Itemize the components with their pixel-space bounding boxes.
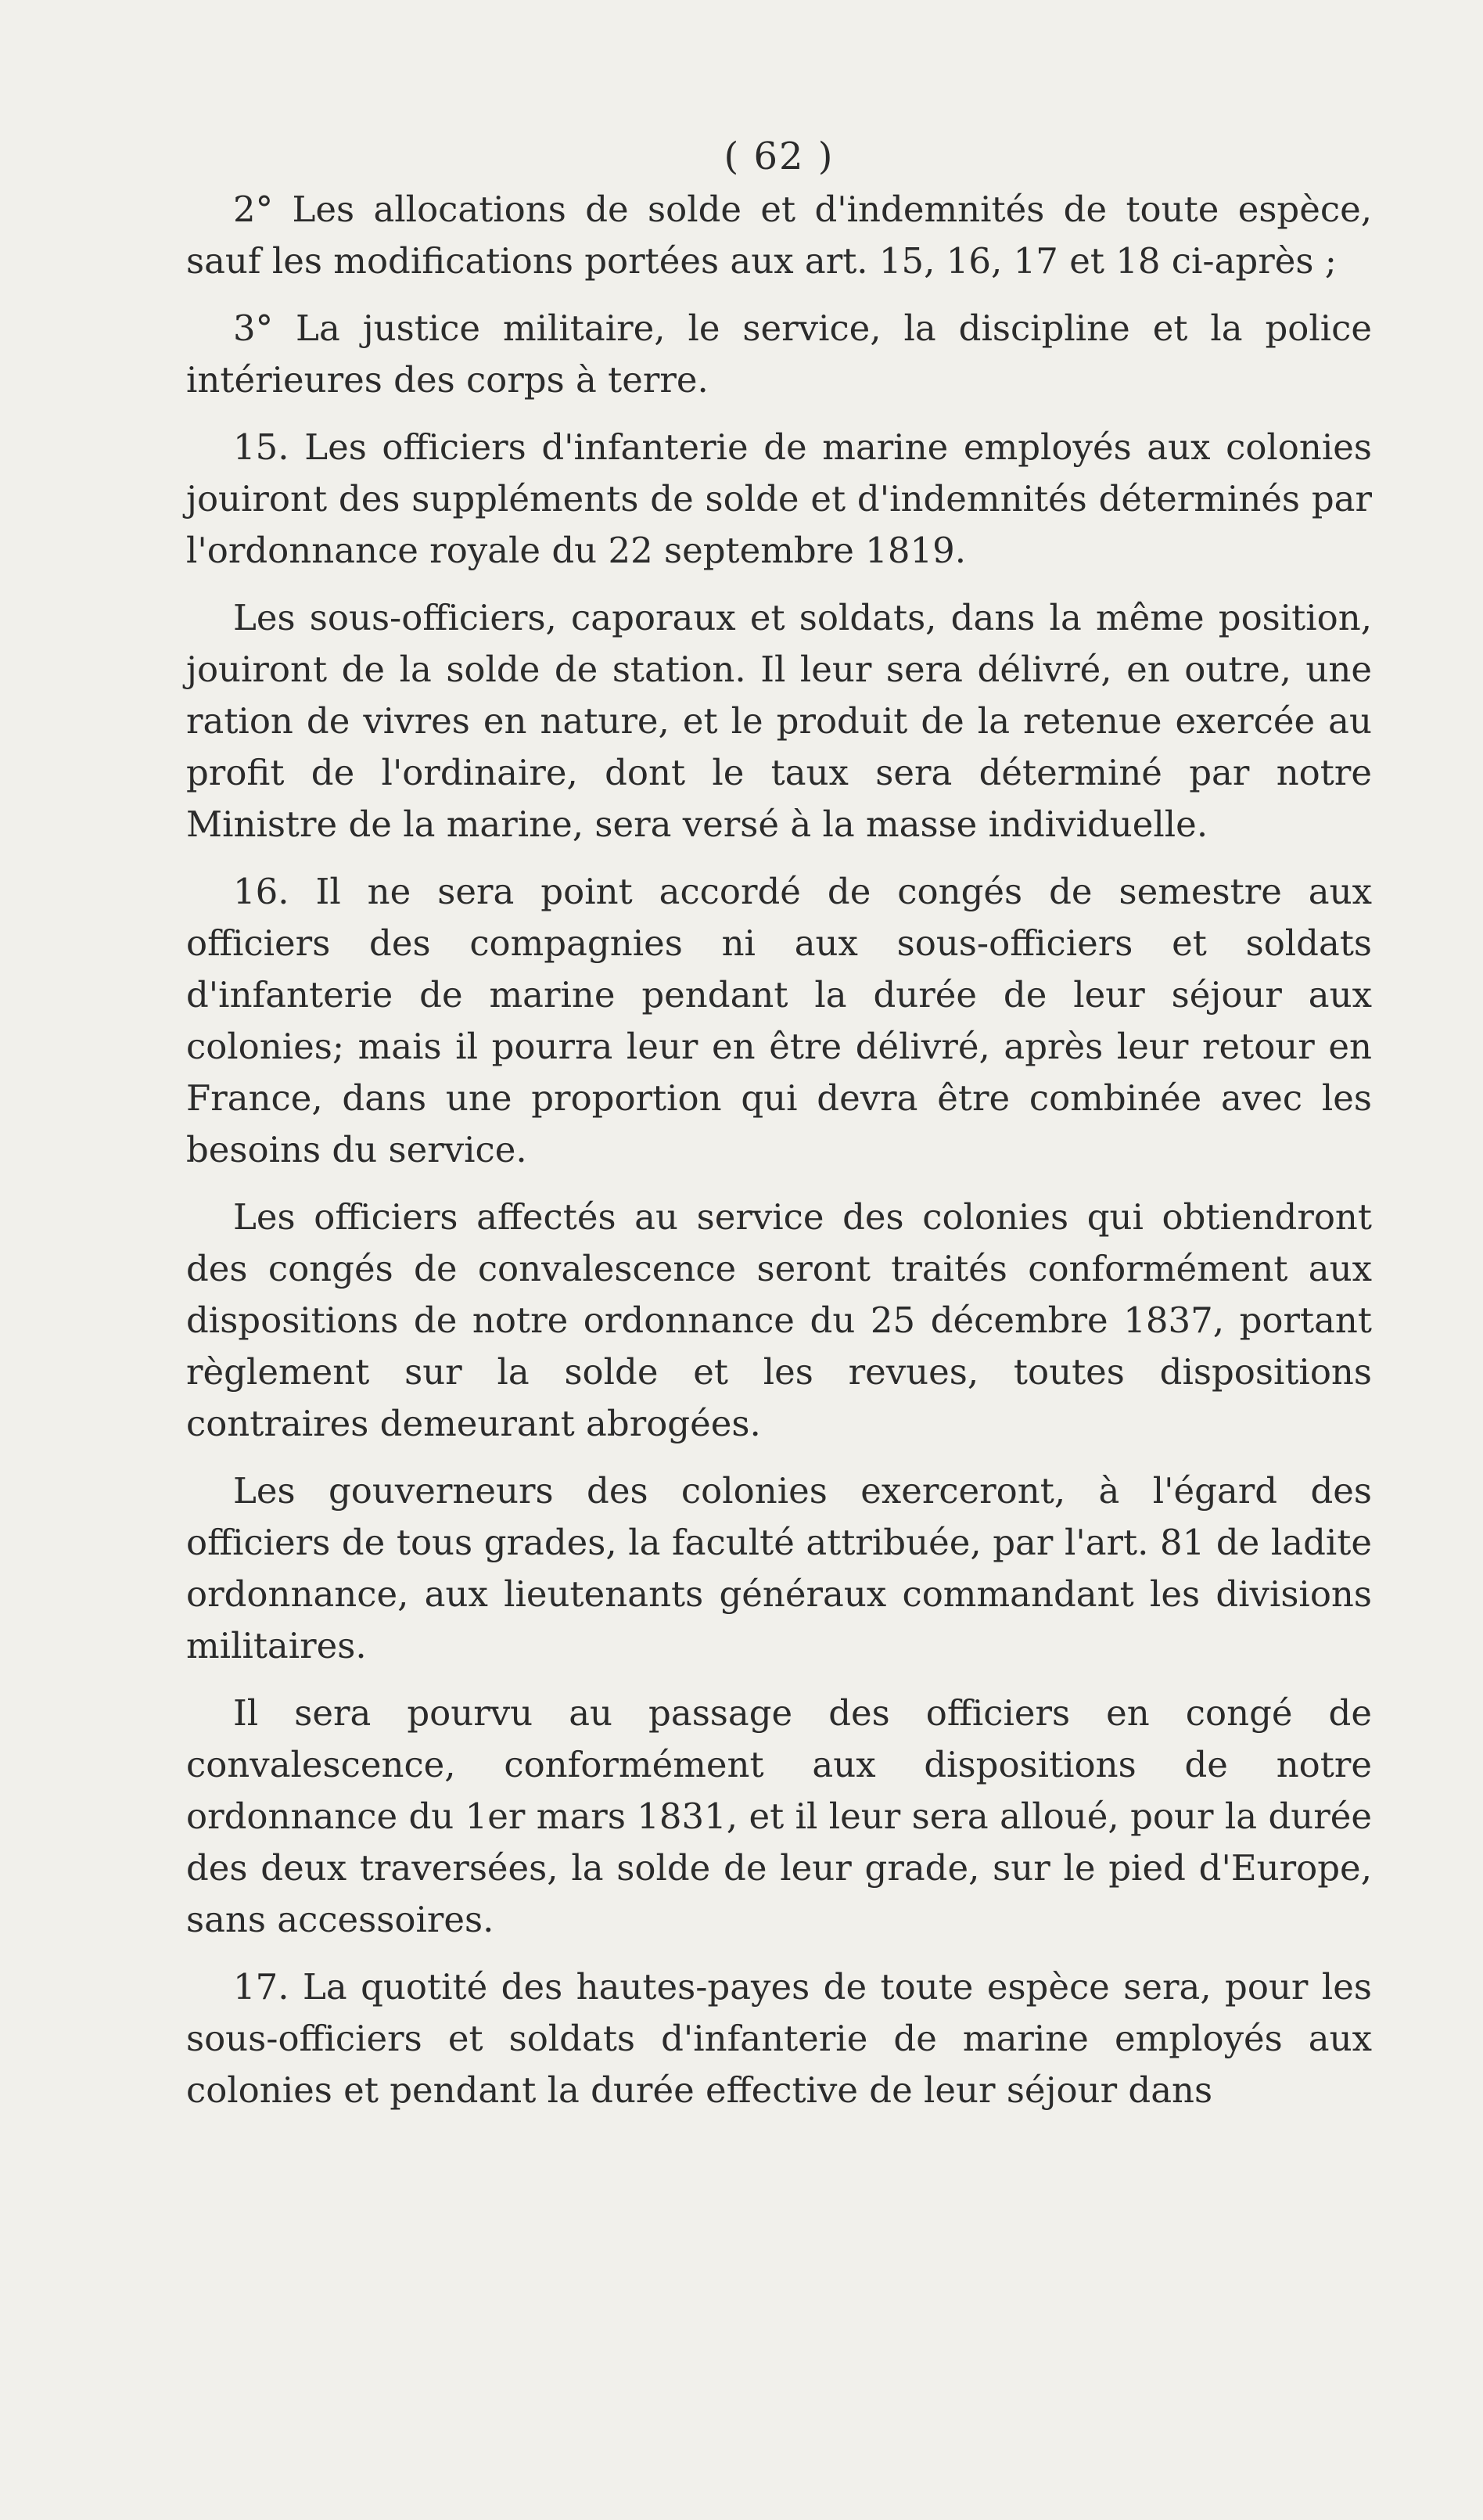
paragraph-allocations: 2° Les allocations de solde et d'indemnités de toute espèce, sauf les modifications portées aux art. 15, 16, 17 et 18 ci-après ; <box>186 189 1372 282</box>
page-number: ( 62 ) <box>724 135 835 178</box>
paragraph-gouverneurs: Les gouverneurs des colonies exerceront, à l'égard des officiers de tous grades, la faculté attribuée, par l'art. 81 de ladite ordonnance, aux lieutenants généraux commandant les divisions militaires. <box>186 1470 1372 1666</box>
paragraph-justice: 3° La justice militaire, le service, la discipline et la police intérieures des corps à terre. <box>186 307 1372 401</box>
page-content <box>186 129 1372 2116</box>
paragraph-article-17: 17. La quotité des hautes-payes de toute espèce sera, pour les sous-officiers et soldats d'infanterie de marine employés aux colonies et pendant la durée effective de leur séjour dans <box>186 1966 1372 2111</box>
paragraph-sous-officiers: Les sous-officiers, caporaux et soldats, dans la même position, jouiront de la solde de station. Il leur sera délivré, en outre, une ration de vivres en nature, et le produit de la retenue exercée au profit de l'ordinaire, dont le taux sera déterminé par notre Ministre de la marine, sera versé à la masse individuelle. <box>186 597 1372 845</box>
paragraph-passage: Il sera pourvu au passage des officiers en congé de convalescence, conformément aux dispositions de notre ordonnance du 1er mars 1831, et il leur sera alloué, pour la durée des deux traversées, la solde de leur grade, sur le pied d'Europe, sans accessoires. <box>186 1692 1372 1940</box>
paragraph-conges-convalescence: Les officiers affectés au service des colonies qui obtiendront des congés de convalescence seront traités conformément aux dispositions de notre ordonnance du 25 décembre 1837, portant règlement sur la solde et les revues, toutes dispositions contraires demeurant abrogées. <box>186 1196 1372 1444</box>
paragraph-article-16: 16. Il ne sera point accordé de congés de semestre aux officiers des compagnies ni aux sous-officiers et soldats d'infanterie de marine pendant la durée de leur séjour aux colonies; mais il pourra leur en être délivré, après leur retour en France, dans une proportion qui devra être combinée avec les besoins du service. <box>186 871 1372 1170</box>
paragraph-article-15: 15. Les officiers d'infanterie de marine employés aux colonies jouiront des suppléments de solde et d'indemnités déterminés par l'ordonnance royale du 22 septembre 1819. <box>186 426 1372 571</box>
